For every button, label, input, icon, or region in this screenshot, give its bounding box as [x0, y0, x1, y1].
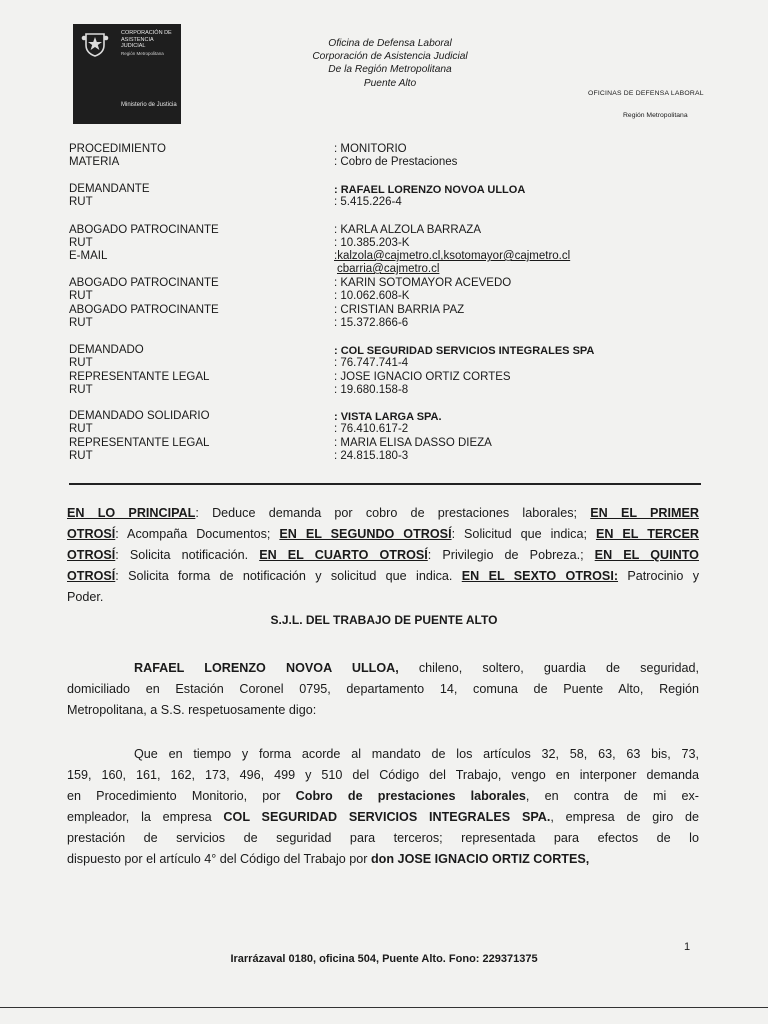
materia-value: : Cobro de Prestaciones	[334, 156, 458, 168]
summary-text: : Solicita forma de notificación y solicitud que indica.	[115, 569, 462, 583]
footer-divider	[0, 1007, 768, 1008]
intro-text: chileno, soltero, guardia de seguridad,	[398, 661, 699, 675]
principal-heading: EN LO PRINCIPAL	[67, 506, 196, 520]
body-text: dispuesto por el artículo 4° del Código del Trabajo por	[67, 852, 371, 866]
otrosi-heading: EN EL SEGUNDO OTROSÍ	[279, 527, 452, 541]
plaintiff-name: RAFAEL LORENZO NOVOA ULLOA,	[134, 661, 399, 675]
body-text: empleador, la empresa	[67, 810, 224, 824]
body-line: Que en tiempo y forma acorde al mandato de los artículos 32, 58, 63, 63 bis, 73,	[134, 747, 699, 761]
footer-address: Irarrázaval 0180, oficina 504, Puente Alto. Fono: 229371375	[230, 953, 538, 965]
summary-text: : Privilegio de Pobreza.;	[427, 548, 595, 562]
body-line: 159, 160, 161, 162, 173, 496, 499 y 510 del Código del Trabajo, vengo en interponer demanda	[67, 768, 699, 782]
demandante-value: : RAFAEL LORENZO NOVOA ULLOA	[334, 184, 526, 196]
abogado-label: ABOGADO PATROCINANTE	[69, 304, 219, 316]
otrosi-heading: OTROSÍ	[67, 548, 116, 562]
office-network-label: OFICINAS DE DEFENSA LABORAL	[588, 90, 704, 97]
body-line	[67, 849, 699, 870]
otrosi-heading: EN EL QUINTO	[594, 548, 699, 562]
otrosi-heading: EN EL SEXTO OTROSI:	[461, 569, 619, 583]
abogado1-rut: : 10.385.203-K	[334, 237, 410, 249]
otrosi-heading: OTROSÍ	[67, 527, 116, 541]
email-link[interactable]: cbarria@cajmetro.cl	[337, 263, 440, 275]
rut-label: RUT	[69, 384, 93, 396]
abogado-label: ABOGADO PATROCINANTE	[69, 224, 219, 236]
body-line	[67, 786, 699, 807]
representante2-rut: : 24.815.180-3	[334, 450, 409, 462]
rut-label: RUT	[69, 237, 93, 249]
intro-line: Metropolitana, a S.S. respetuosamente digo:	[67, 703, 317, 717]
summary-paragraph	[67, 503, 699, 608]
summary-line	[67, 524, 699, 545]
rut-label: RUT	[69, 317, 93, 329]
body-text: , en contra de mi ex-	[525, 789, 700, 803]
court-title: S.J.L. DEL TRABAJO DE PUENTE ALTO	[270, 613, 498, 627]
office-line: De la Región Metropolitana	[328, 64, 452, 76]
demandado-solidario-value: : VISTA LARGA SPA.	[334, 411, 442, 423]
email-link[interactable]: :kalzola@cajmetro.cl,ksotomayor@cajmetro.cl	[334, 250, 571, 262]
demandado-solidario-label: DEMANDADO SOLIDARIO	[69, 410, 210, 422]
otrosi-heading: EN EL PRIMER	[590, 506, 700, 520]
office-region-label: Región Metropolitana	[623, 112, 688, 119]
rut-label: RUT	[69, 423, 93, 435]
page-number: 1	[684, 941, 691, 953]
institution-logo	[73, 24, 181, 124]
demandado-solidario-rut: : 76.410.617-2	[334, 423, 409, 435]
abogado3-rut: : 15.372.866-6	[334, 317, 409, 329]
email-label: E-MAIL	[69, 250, 108, 262]
rut-label: RUT	[69, 450, 93, 462]
summary-text: : Deduce demanda por cobro de prestaciones laborales;	[195, 506, 591, 520]
representante1-rut: : 19.680.158-8	[334, 384, 409, 396]
intro-line: domiciliado en Estación Coronel 0795, departamento 14, comuna de Puente Alto, Región	[67, 682, 699, 696]
summary-text: : Acompaña Documentos;	[115, 527, 280, 541]
body-bold-text: COL SEGURIDAD SERVICIOS INTEGRALES SPA.	[223, 810, 551, 824]
office-line: Oficina de Defensa Laboral	[328, 38, 452, 49]
abogado1-value: : KARLA ALZOLA BARRAZA	[334, 224, 482, 236]
summary-text: : Solicitud que indica;	[451, 527, 596, 541]
summary-text: : Solicita notificación.	[115, 548, 260, 562]
otrosi-heading: EN EL TERCER	[595, 527, 699, 541]
procedimiento-value: : MONITORIO	[334, 143, 407, 155]
logo-org-text: CORPORACIÓN DE ASISTENCIA JUDICIAL	[121, 30, 172, 49]
office-line: Corporación de Asistencia Judicial	[312, 51, 468, 63]
summary-line	[67, 503, 699, 524]
office-heading	[290, 37, 490, 90]
abogado-label: ABOGADO PATROCINANTE	[69, 277, 219, 289]
procedimiento-label: PROCEDIMIENTO	[69, 143, 166, 155]
demandante-rut: : 5.415.226-4	[334, 196, 402, 208]
logo-region-text: Región Metropolitana	[121, 51, 164, 56]
body-text: en Procedimiento Monitorio, por	[67, 789, 296, 803]
abogado3-value: : CRISTIAN BARRIA PAZ	[334, 304, 465, 316]
section-divider	[69, 483, 701, 485]
body-bold-text: don JOSE IGNACIO ORTIZ CORTES,	[370, 852, 590, 866]
intro-paragraph	[67, 658, 699, 721]
body-text: , empresa de giro de	[550, 810, 699, 824]
representante2-value: : MARIA ELISA DASSO DIEZA	[334, 437, 492, 449]
otrosi-heading: EN EL CUARTO OTROSÍ	[259, 548, 428, 562]
body-line: prestación de servicios de seguridad para terceros; representada para efectos de lo	[67, 831, 699, 845]
demandante-label: DEMANDANTE	[69, 183, 150, 195]
otrosi-heading: OTROSÍ	[67, 569, 116, 583]
body-bold-text: Cobro de prestaciones laborales	[295, 789, 526, 803]
rut-label: RUT	[69, 196, 93, 208]
demandado-value: : COL SEGURIDAD SERVICIOS INTEGRALES SPA	[334, 345, 595, 357]
abogado2-rut: : 10.062.608-K	[334, 290, 410, 302]
abogado2-value: : KARIN SOTOMAYOR ACEVEDO	[334, 277, 512, 289]
rut-label: RUT	[69, 290, 93, 302]
body-line	[67, 807, 699, 828]
office-line: Puente Alto	[363, 77, 417, 89]
representante-label: REPRESENTANTE LEGAL	[69, 437, 210, 449]
intro-line	[67, 658, 699, 679]
summary-line	[67, 545, 699, 566]
logo-ministry-text: Ministerio de Justicia	[121, 102, 177, 108]
representante-label: REPRESENTANTE LEGAL	[69, 371, 210, 383]
summary-text: Patrocinio y	[618, 569, 699, 583]
rut-label: RUT	[69, 357, 93, 369]
demandado-rut: : 76.747.741-4	[334, 357, 409, 369]
materia-label: MATERIA	[69, 156, 120, 168]
summary-line: Poder.	[67, 590, 104, 604]
demandado-label: DEMANDADO	[69, 344, 144, 356]
body-paragraph	[67, 744, 699, 870]
representante1-value: : JOSE IGNACIO ORTIZ CORTES	[334, 371, 511, 383]
summary-line	[67, 566, 699, 587]
coat-of-arms-icon	[80, 29, 110, 57]
